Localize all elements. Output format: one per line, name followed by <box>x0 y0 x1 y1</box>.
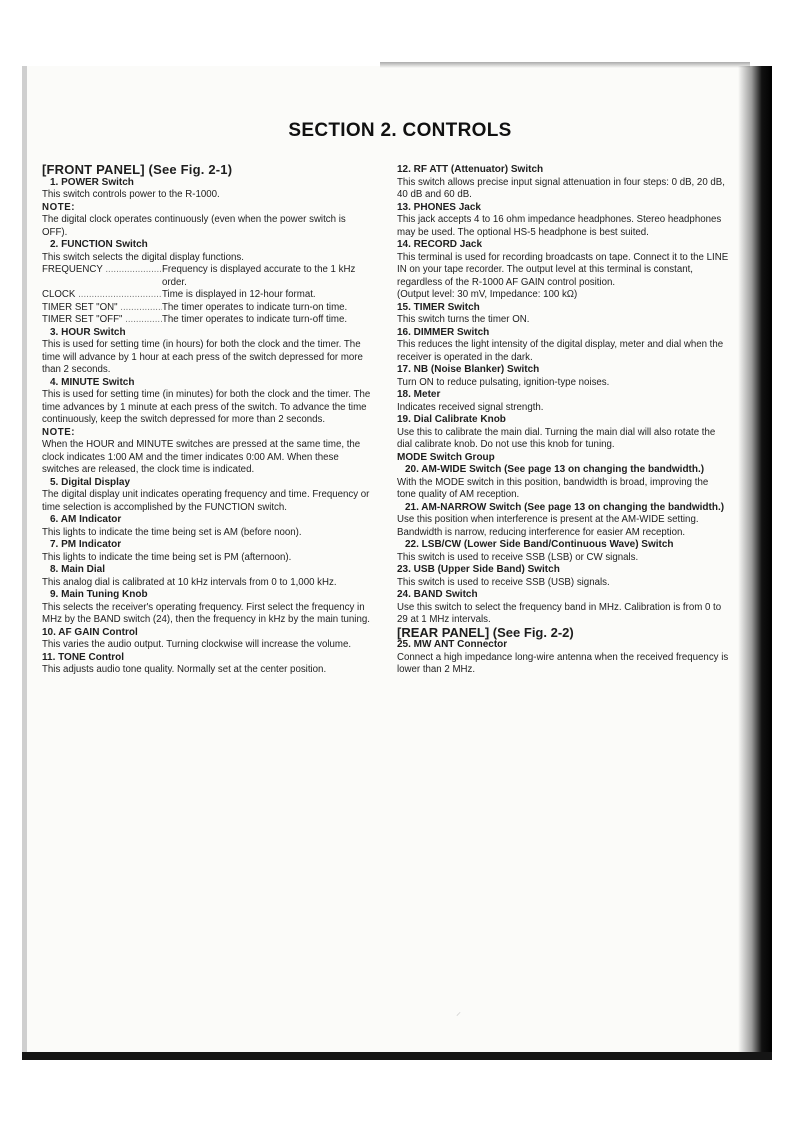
am-wide-text: With the MODE switch in this position, bandwidth is broad, improving the tone quality of AM reception. <box>397 476 709 500</box>
mw-ant-text: Connect a high impedance long-wire antenna when the received frequency is lower than 2 MHz. <box>397 651 729 675</box>
right-column <box>397 164 729 677</box>
af-gain-text: This varies the audio output. Turning clockwise will increase the volume. <box>42 639 352 650</box>
record-jack-heading: 14. RECORD Jack <box>397 239 483 250</box>
page-edge-shadow-bottom <box>22 1052 772 1060</box>
function-desc: The timer operates to indicate turn-off time. <box>162 314 348 325</box>
am-indicator-text: This lights to indicate the time being set is AM (before noon). <box>42 526 302 538</box>
left-column <box>42 164 372 677</box>
rf-att-heading: 12. RF ATT (Attenuator) Switch <box>397 164 544 175</box>
minute-note-label: NOTE: <box>42 426 76 438</box>
rf-att-text: This switch allows precise input signal attenuation in four steps: 0 dB, 20 dB, 40 dB and 60 dB. <box>397 176 725 200</box>
minute-switch-text: This is used for setting time (in minutes) for both the clock and the timer. The time advances by 1 minute at each press of the switch. To advance the time continuously, keep the switch depressed for more than 2 seconds. <box>42 389 371 425</box>
nb-switch-text: Turn ON to reduce pulsating, ignition-type noises. <box>397 376 610 388</box>
lsb-cw-text: This switch is used to receive SSB (LSB) or CW signals. <box>397 551 639 563</box>
tone-control-heading: 11. TONE Control <box>42 651 125 663</box>
record-output-level: (Output level: 30 mV, Impedance: 100 kΩ) <box>397 289 578 300</box>
function-item-clock <box>42 289 372 302</box>
function-term: CLOCK ..... <box>42 289 162 302</box>
function-term: FREQUENCY ..... <box>42 264 162 289</box>
hour-switch-heading: 3. HOUR Switch <box>50 326 126 338</box>
meter-heading: 18. Meter <box>397 389 441 400</box>
pm-indicator-heading: 7. PM Indicator <box>50 539 122 550</box>
mode-switch-group-heading: MODE Switch Group <box>397 451 495 463</box>
mw-ant-heading: 25. MW ANT Connector <box>397 639 508 650</box>
dimmer-switch-heading: 16. DIMMER Switch <box>397 326 490 338</box>
main-dial-text: This analog dial is calibrated at 10 kHz intervals from 0 to 1,000 kHz. <box>42 576 337 588</box>
lsb-cw-heading: 22. LSB/CW (Lower Side Band/Continuous Wave) Switch <box>405 539 674 550</box>
digital-display-heading: 5. Digital Display <box>50 476 131 488</box>
function-switch-heading: 2. FUNCTION Switch <box>50 239 148 250</box>
function-desc: Frequency is displayed accurate to the 1 kHz order. <box>162 264 356 288</box>
section-title: SECTION 2. CONTROLS <box>288 120 512 141</box>
power-note-text: The digital clock operates continuously (even when the power switch is OFF). <box>42 214 346 238</box>
power-switch-heading: 1. POWER Switch <box>50 176 134 188</box>
nb-switch-heading: 17. NB (Noise Blanker) Switch <box>397 364 540 375</box>
phones-jack-text: This jack accepts 4 to 16 ohm impedance headphones. Stereo headphones may be used. The optional HS-5 headphone is best suited. <box>397 214 722 238</box>
function-item-frequency <box>42 264 372 289</box>
am-narrow-text: Use this position when interference is present at the AM-WIDE setting. Bandwidth is narrow, reducing interference for easier AM reception. <box>397 514 699 538</box>
function-desc: Time is displayed in 12-hour format. <box>162 289 316 300</box>
pm-indicator-text: This lights to indicate the time being set is PM (afternoon). <box>42 551 292 563</box>
power-switch-text: This switch controls power to the R-1000. <box>42 189 220 200</box>
page-edge-shadow-right <box>738 66 772 1056</box>
main-tuning-heading: 9. Main Tuning Knob <box>50 589 148 600</box>
phones-jack-heading: 13. PHONES Jack <box>397 201 481 213</box>
front-panel-heading: [FRONT PANEL] (See Fig. 2-1) <box>42 162 233 177</box>
function-term: TIMER SET "OFF" ..... <box>42 314 162 327</box>
function-term: TIMER SET "ON" ..... <box>42 302 162 315</box>
usb-switch-text: This switch is used to receive SSB (USB) signals. <box>397 576 610 588</box>
power-note-label: NOTE: <box>42 201 76 213</box>
function-item-timer-off <box>42 314 372 327</box>
digital-display-text: The digital display unit indicates operating frequency and time. Frequency or time selection is accomplished by the FUNCTION switch. <box>42 489 370 513</box>
rear-panel-heading: [REAR PANEL] (See Fig. 2-2) <box>397 624 574 640</box>
page-edge-shadow-top <box>380 62 750 68</box>
usb-switch-heading: 23. USB (Upper Side Band) Switch <box>397 564 560 575</box>
am-narrow-heading: 21. AM-NARROW Switch (See page 13 on changing the bandwidth.) <box>405 501 725 513</box>
am-indicator-heading: 6. AM Indicator <box>50 514 122 525</box>
band-switch-heading: 24. BAND Switch <box>397 589 478 600</box>
dimmer-switch-text: This reduces the light intensity of the digital display, meter and dial when the receiver is operated in the dark. <box>397 339 724 363</box>
dial-calibrate-heading: 19. Dial Calibrate Knob <box>397 414 506 425</box>
timer-switch-heading: 15. TIMER Switch <box>397 301 480 313</box>
function-item-timer-on <box>42 302 372 315</box>
page-edge-shadow-left <box>22 66 27 1056</box>
page-smudge-mark <box>456 1004 470 1012</box>
record-jack-text: This terminal is used for recording broadcasts on tape. Connect it to the LINE IN on your tape recorder. The output level at this terminal is constant, regardless of the R-1000 AF GAIN control position. <box>397 251 729 288</box>
hour-switch-text: This is used for setting time (in hours) for both the clock and the timer. The time will advance by 1 hour at each press of the switch depressed for more than 2 seconds. <box>42 339 363 375</box>
am-wide-heading: 20. AM-WIDE Switch (See page 13 on changing the bandwidth.) <box>405 464 705 475</box>
meter-text: Indicates received signal strength. <box>397 401 544 413</box>
function-switch-text: This switch selects the digital display functions. <box>42 251 244 263</box>
dial-calibrate-text: Use this to calibrate the main dial. Turning the main dial will also rotate the dial calibrate knob. Do not use this knob for tuning. <box>397 426 716 450</box>
minute-note-text: When the HOUR and MINUTE switches are pressed at the same time, the clock indicates 1:00 AM and the timer indicates 0:00 AM. When these switches are released, the clock time is indicated. <box>42 439 361 475</box>
tone-control-text: This adjusts audio tone quality. Normally set at the center position. <box>42 664 327 675</box>
minute-switch-heading: 4. MINUTE Switch <box>50 376 135 388</box>
main-tuning-text: This selects the receiver's operating frequency. First select the frequency in MHz by the BAND switch (24), then the frequency in kHz by the main tuning. <box>42 601 370 625</box>
timer-switch-text: This switch turns the timer ON. <box>397 314 530 325</box>
af-gain-heading: 10. AF GAIN Control <box>42 626 138 638</box>
function-desc: The timer operates to indicate turn-on time. <box>162 301 348 313</box>
main-dial-heading: 8. Main Dial <box>50 564 106 575</box>
band-switch-text: Use this switch to select the frequency band in MHz. Calibration is from 0 to 29 at 1 MHz intervals. <box>397 601 722 625</box>
